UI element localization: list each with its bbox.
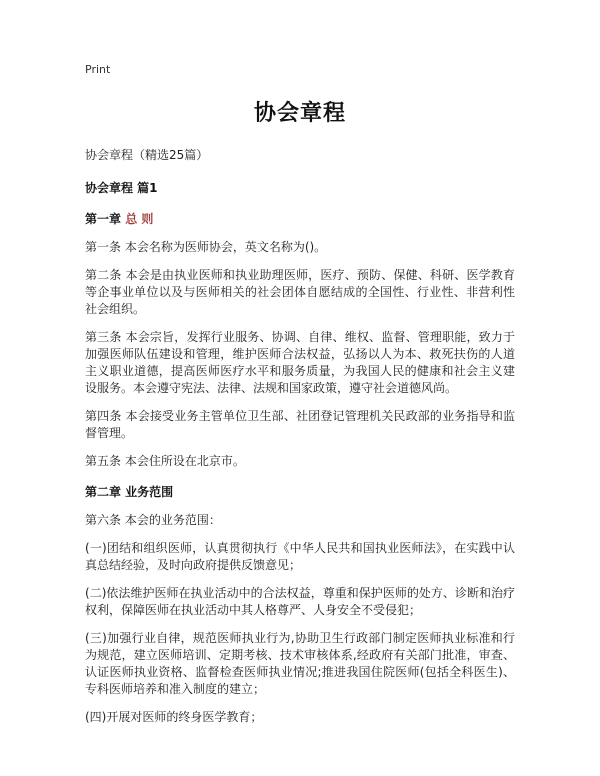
paragraph: 第五条 本会住所设在北京市。: [85, 454, 245, 468]
article-heading: 协会章程 篇1: [85, 181, 158, 195]
paragraph: 第三条 本会宗旨，发挥行业服务、协调、自律、维权、监督、管理职能，致力于加强医师队伍建设和管理，维护医师合法权益，弘扬以人为本、救死扶伤的人道主义职业道德，提高医师医疗水平和服务质量，为我国人民的健康和社会主义建设服务。本会遵守宪法、法律、法规和国家政策，遵守社会道德风尚。: [85, 330, 515, 395]
paragraph: 第一条 本会名称为医师协会，英文名称为()。: [85, 240, 327, 254]
heading-part: 总 则: [125, 212, 154, 226]
paragraph: (四)开展对医师的终身医学教育；: [85, 710, 263, 724]
paragraph: 第四条 本会接受业务主管单位卫生部、社团登记管理机关民政部的业务指导和监督管理。: [85, 409, 515, 440]
chapter-heading: [85, 211, 515, 228]
paragraph: (二)依法维护医师在执业活动中的合法权益，尊重和保护医师的处方、诊断和治疗权利，保障医师在执业活动中其人格尊严、人身安全不受侵犯；: [85, 586, 515, 617]
heading-part: 第一章: [85, 212, 126, 226]
print-button[interactable]: Print: [85, 63, 111, 76]
paragraph: 第二条 本会是由执业医师和执业助理医师，医疗、预防、保健、科研、医学教育等企事业单位以及与医师相关的社会团体自愿结成的全国性、行业性、非营利性社会组织。: [85, 268, 515, 316]
page-title: 协会章程: [253, 101, 346, 126]
document-body: [85, 147, 515, 726]
chapter-heading: 第二章 业务范围: [85, 485, 174, 499]
paragraph: 第六条 本会的业务范围：: [85, 513, 221, 527]
doc-subtitle: 协会章程（精选25篇）: [85, 148, 209, 162]
paragraph: (三)加强行业自律，规范医师执业行为,协助卫生行政部门制定医师执业标准和行为规范，建立医师培训、定期考核、技术审核体系,经政府有关部门批准，审查、认证医师执业资格、监督检查医师执业情况;推进我国住院医师(包括全科医生)、专科医师培养和准入制度的建立；: [85, 631, 515, 696]
paragraph: (一)团结和组织医师，认真贯彻执行《中华人民共和国执业医师法》，在实践中认真总结经验，及时向政府提供反馈意见；: [85, 541, 515, 572]
